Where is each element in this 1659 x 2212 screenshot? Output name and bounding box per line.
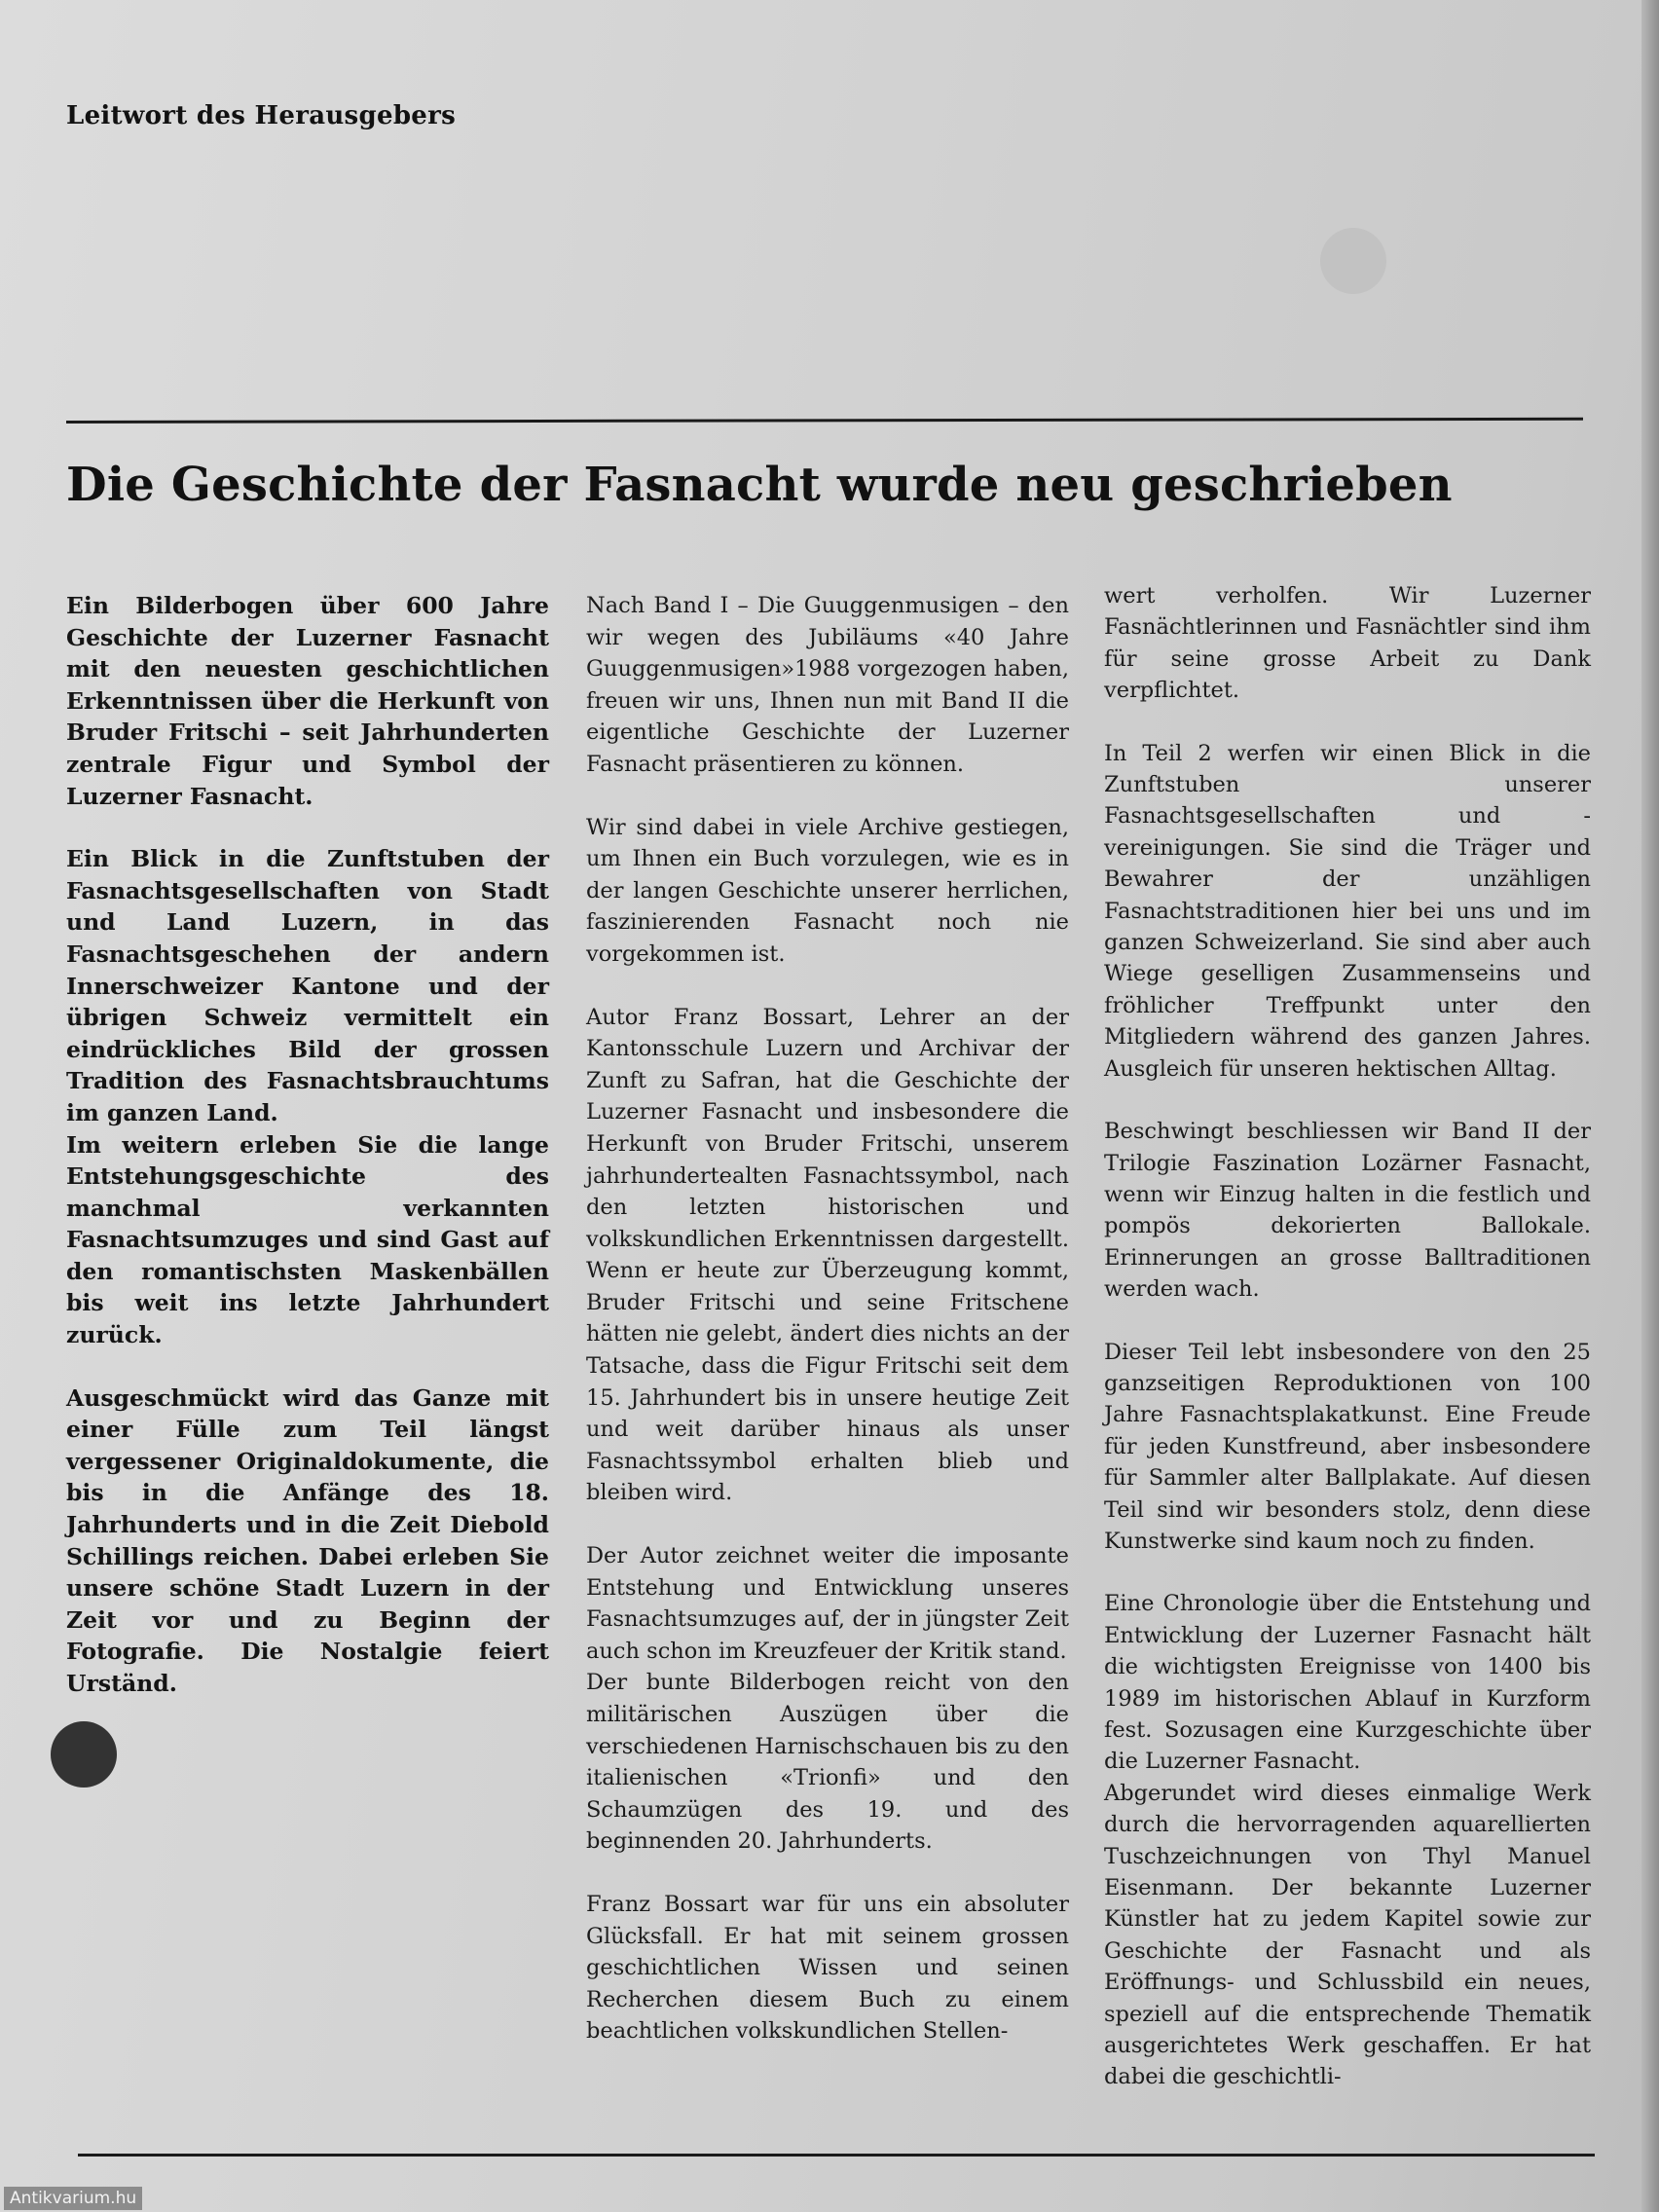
page-edge <box>1641 0 1659 2212</box>
right-paragraph-3: Beschwingt beschliessen wir Band II der Trilogie Faszination Lozärner Fasnacht, wenn wir Einzug halten in die festlich und pompös dekorierten Ballokale. Erinnerungen an grosse Balltraditionen werden wach. <box>1104 1119 1591 1303</box>
headline: Die Geschichte der Fasnacht wurde neu geschrieben <box>66 458 1453 512</box>
middle-paragraph-5: Der bunte Bilderbogen reicht von den militärischen Auszügen über die verschiedenen Harnischschauen bis zu den italienischen «Trionfi» und den Schaumzügen des 19. und des beginnenden 20. Jahrhunderts. <box>586 1670 1069 1855</box>
section-kicker: Leitwort des Herausgebers <box>66 101 457 130</box>
lead-paragraph-3: Im weitern erleben Sie die lange Entstehungsgeschichte des manchmal verkannten Fasnachtsumzuges und sind Gast auf den romantischsten Maskenbällen bis weit ins letzte Jahrhundert zurück. <box>66 1130 549 1349</box>
middle-paragraph-6: Franz Bossart war für uns ein absoluter Glücksfall. Er hat mit seinem grossen geschichtlichen Wissen und seinen Recherchen diesem Buch zu einem beachtlichen volkskundlichen Stellen- <box>586 1891 1069 2045</box>
right-paragraph-6: Abgerundet wird dieses einmalige Werk durch die hervorragenden aquarellierten Tuschzeichnungen von Thyl Manuel Eisenmann. Der bekannte Luzerner Künstler hat zu jedem Kapitel sowie zur Geschichte der Fasnacht und als Eröffnungs- und Schlussbild ein neues, speziell auf die entsprechende Thematik ausgerichtetes Werk geschaffen. Er hat dabei die geschichtli- <box>1104 1780 1591 2090</box>
punch-hole-bottom <box>51 1721 117 1788</box>
right-paragraph-4: Dieser Teil lebt insbesondere von den 25 ganzseitigen Reproduktionen von 100 Jahre Fasnachtsplakatkunst. Eine Freude für jeden Kunstfreund, aber insbesondere für Sammler alter Ballplakate. Auf diesen Teil sind wir besonders stolz, denn diese Kunstwerke sind kaum noch zu finden. <box>1104 1339 1591 1554</box>
right-paragraph-5: Eine Chronologie über die Entstehung und Entwicklung der Luzerner Fasnacht hält die wichtigsten Ereignisse von 1400 bis 1989 im historischen Ablauf in Kurzform fest. Sozusagen eine Kurzgeschichte über die Luzerner Fasnacht. <box>1104 1591 1591 1775</box>
right-column <box>1104 580 1591 2124</box>
bottom-rule <box>78 2154 1595 2157</box>
watermark: Antikvarium.hu <box>4 2187 142 2210</box>
middle-paragraph-3: Autor Franz Bossart, Lehrer an der Kantonsschule Luzern und Archivar der Zunft zu Safran, hat die Geschichte der Luzerner Fasnacht und insbesondere die Herkunft von Bruder Fritschi, unserem jahrhundertealten Fasnachtssymbol, nach den letzten historischen und volkskundlichen Erkenntnissen dargestellt. Wenn er heute zur Überzeugung kommt, Bruder Fritschi und seine Fritschene hätten nie gelebt, ändert dies nichts an der Tatsache, dass die Figur Fritschi seit dem 15. Jahrhundert bis in unsere heutige Zeit und weit darüber hinaus als unser Fasnachtssymbol erhalten blieb und bleiben wird. <box>586 1004 1069 1506</box>
punch-hole-top <box>1320 228 1386 294</box>
lead-paragraph-4: Ausgeschmückt wird das Ganze mit einer Fülle zum Teil längst vergessener Originaldokumente, die bis in die Anfänge des 18. Jahrhunderts und in die Zeit Diebold Schillings reichen. Dabei erleben Sie unsere schöne Stadt Luzern in der Zeit vor und zu Beginn der Fotografie. Die Nostalgie feiert Urständ. <box>66 1383 549 1697</box>
lead-column <box>66 590 549 1731</box>
middle-column <box>586 590 1069 2079</box>
lead-paragraph-1: Ein Bilderbogen über 600 Jahre Geschichte der Luzerner Fasnacht mit den neuesten geschichtlichen Erkenntnissen über die Herkunft von Bruder Fritschi – seit Jahrhunderten zentrale Figur und Symbol der Luzerner Fasnacht. <box>66 592 549 810</box>
middle-paragraph-2: Wir sind dabei in viele Archive gestiegen, um Ihnen ein Buch vorzulegen, wie es in der langen Geschichte unserer herrlichen, faszinierenden Fasnacht noch nie vorgekommen ist. <box>586 814 1069 967</box>
lead-paragraph-2: Ein Blick in die Zunftstuben der Fasnachtsgesellschaften von Stadt und Land Luzern, in das Fasnachtsgeschehen der andern Innerschweizer Kantone und der übrigen Schweiz vermittelt ein eindrückliches Bild der grossen Tradition des Fasnachtsbrauchtums im ganzen Land. <box>66 845 549 1126</box>
middle-paragraph-1: Nach Band I – Die Guuggenmusigen – den wir wegen des Jubiläums «40 Jahre Guuggenmusigen»1988 vorgezogen haben, freuen wir uns, Ihnen nun mit Band II die eigentliche Geschichte der Luzerner Fasnacht präsentieren zu können. <box>586 593 1069 777</box>
middle-paragraph-4: Der Autor zeichnet weiter die imposante Entstehung und Entwicklung unseres Fasnachtsumzuges auf, der in jüngster Zeit auch schon im Kreuzfeuer der Kritik stand. <box>586 1543 1069 1664</box>
right-paragraph-1: wert verholfen. Wir Luzerner Fasnächtlerinnen und Fasnächtler sind ihm für seine grosse Arbeit zu Dank verpflichtet. <box>1104 583 1591 704</box>
top-rule <box>66 418 1583 424</box>
right-paragraph-2: In Teil 2 werfen wir einen Blick in die Zunftstuben unserer Fasnachtsgesellschaften und -vereinigungen. Sie sind die Träger und Bewahrer der unzähligen Fasnachtstraditionen hier bei uns und im ganzen Schweizerland. Sie sind aber auch Wiege geselligen Zusammenseins und fröhlicher Treffpunkt unter den Mitgliedern während des ganzen Jahres. Ausgleich für unseren hektischen Alltag. <box>1104 740 1591 1082</box>
